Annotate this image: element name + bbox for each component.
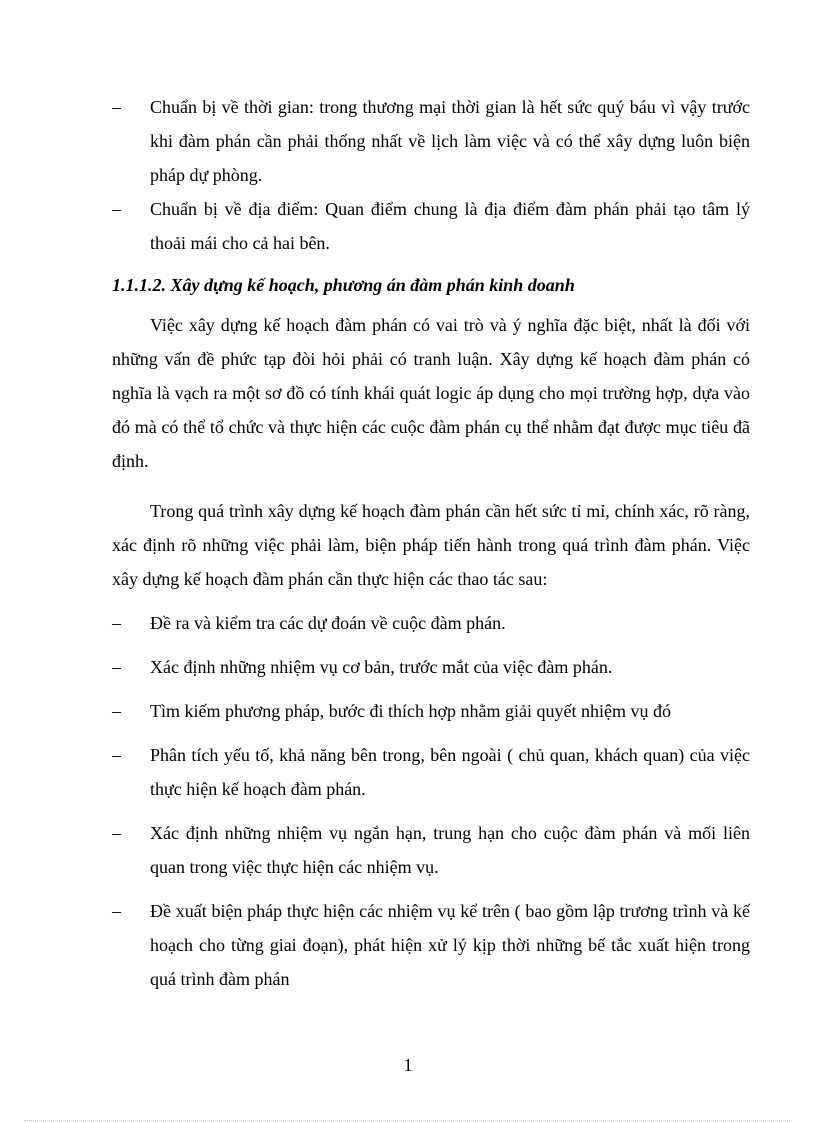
bullet-text: Chuẩn bị về thời gian: trong thương mại thời gian là hết sức quý báu vì vậy trước khi đàm phán cần phải thống nhất về lịch làm việc và có thể xây dựng luôn biện pháp dự phòng. (150, 97, 750, 185)
section-heading: 1.1.1.2. Xây dựng kế hoạch, phương án đàm phán kinh doanh (112, 275, 575, 295)
bullet-dash: – (112, 199, 121, 219)
bullet-text: Chuẩn bị về địa điểm: Quan điểm chung là địa điểm đàm phán phải tạo tâm lý thoải mái cho cả hai bên. (150, 199, 750, 253)
bullet-item (112, 192, 750, 260)
body-paragraph: Việc xây dựng kế hoạch đàm phán có vai trò và ý nghĩa đặc biệt, nhất là đối với những vấn đề phức tạp đòi hỏi phải có tranh luận. Xây dựng kế hoạch đàm phán có nghĩa là vạch ra một sơ đồ có tính khái quát logic áp dụng cho mọi trường hợp, dựa vào đó mà có thể tổ chức và thực hiện các cuộc đàm phán cụ thể nhằm đạt được mục tiêu đã định. (112, 315, 750, 471)
step-text: Tìm kiếm phương pháp, bước đi thích hợp nhằm giải quyết nhiệm vụ đó (150, 701, 671, 721)
step-text: Đề ra và kiểm tra các dự đoán về cuộc đàm phán. (150, 613, 506, 633)
bullet-dash: – (112, 745, 121, 765)
step-item (112, 894, 750, 996)
bullet-item (112, 90, 750, 192)
step-text: Xác định những nhiệm vụ cơ bản, trước mắt của việc đàm phán. (150, 657, 613, 677)
body-paragraph: Trong quá trình xây dựng kế hoạch đàm phán cần hết sức tỉ mỉ, chính xác, rõ ràng, xác định rõ những việc phải làm, biện pháp tiến hành trong quá trình đàm phán. Việc xây dựng kế hoạch đàm phán cần thực hiện các thao tác sau: (112, 501, 750, 589)
page-number: 1 (403, 1055, 413, 1075)
step-item (112, 650, 750, 684)
step-text: Xác định những nhiệm vụ ngắn hạn, trung hạn cho cuộc đàm phán và mối liên quan trong việc thực hiện các nhiệm vụ. (150, 823, 750, 877)
step-text: Phân tích yếu tố, khả năng bên trong, bên ngoài ( chủ quan, khách quan) của việc thực hiện kế hoạch đàm phán. (150, 745, 750, 799)
page-bottom-divider (24, 1120, 792, 1121)
bullet-dash: – (112, 613, 121, 633)
step-item (112, 738, 750, 806)
step-item (112, 606, 750, 640)
step-text: Đề xuất biện pháp thực hiện các nhiệm vụ kể trên ( bao gồm lập trương trình và kế hoạch cho từng giai đoạn), phát hiện xử lý kịp thời những bế tắc xuất hiện trong quá trình đàm phán (150, 901, 750, 989)
bullet-dash: – (112, 901, 121, 921)
step-item (112, 694, 750, 728)
bullet-dash: – (112, 97, 121, 117)
bullet-dash: – (112, 657, 121, 677)
page-content (112, 90, 750, 996)
bullet-dash: – (112, 823, 121, 843)
bullet-dash: – (112, 701, 121, 721)
step-item (112, 816, 750, 884)
